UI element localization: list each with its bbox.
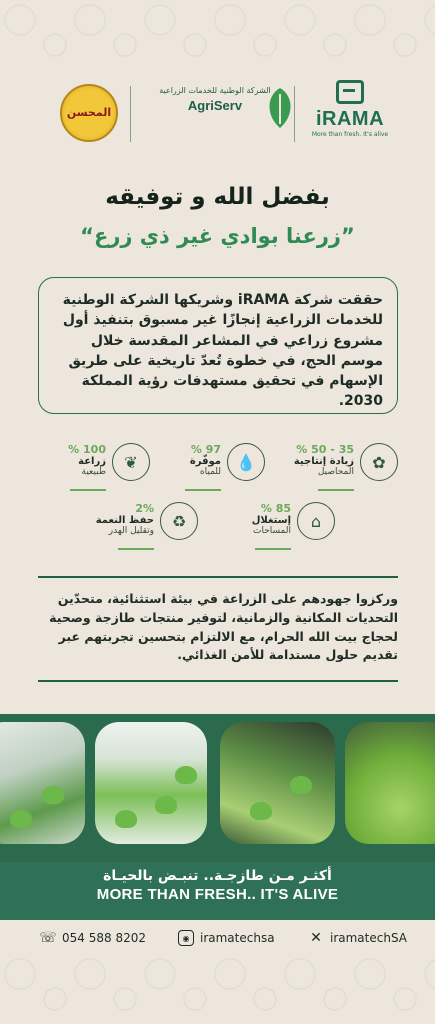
stat-space-usage bbox=[205, 502, 335, 550]
instagram-handle: iramatechsa bbox=[200, 931, 275, 945]
agriserv-logo bbox=[140, 86, 290, 113]
irama-logo bbox=[305, 80, 395, 138]
x-handle: iramatechSA bbox=[330, 931, 408, 945]
agriserv-english-name: AgriServ bbox=[187, 98, 243, 113]
photo-gallery bbox=[0, 714, 435, 862]
mission-paragraph: وركزوا جهودهم على الزراعة في بيئة استثنائية، متحدّين التحديات المكانية والزمانية، لتوفير منتجات طازجة وصحية لحجاج بيت الله الحرام، مع الالتزام بتحسين تجربتهم عبر تقديم حلول مستدامة للأمن الغذائي. bbox=[49, 591, 398, 663]
stat-sublabel: للمياه bbox=[199, 467, 221, 477]
irama-logo-icon bbox=[336, 80, 364, 104]
stat-water-saving bbox=[135, 443, 265, 491]
house-icon: ⌂ bbox=[297, 502, 335, 540]
logo-divider bbox=[130, 86, 131, 142]
decorative-pattern-bottom bbox=[0, 954, 435, 1024]
stat-sublabel: وتقليل الهدر bbox=[108, 526, 154, 536]
almohsen-seal-logo bbox=[60, 84, 118, 142]
stat-sublabel: طبيعية bbox=[81, 467, 106, 477]
slogan-arabic: أكثـر مـن طازجـة.. تنبـض بالحيـاة bbox=[103, 868, 332, 884]
stat-label: حفظ النعمة bbox=[95, 515, 154, 526]
recycle-globe-icon: ♻ bbox=[160, 502, 198, 540]
stat-underline bbox=[185, 489, 221, 491]
slogan-english: MORE THAN FRESH.. IT'S ALIVE bbox=[96, 886, 339, 903]
decorative-pattern-top bbox=[0, 0, 435, 70]
stat-label: موفّرة bbox=[189, 456, 221, 467]
stat-underline bbox=[70, 489, 106, 491]
stat-underline bbox=[318, 489, 354, 491]
stat-value: 35 - 50 % bbox=[296, 443, 354, 456]
agriserv-arabic-name: الشركة الوطنية للخدمات الزراعية bbox=[159, 86, 271, 95]
stat-underline bbox=[118, 548, 154, 550]
partner-logos bbox=[0, 80, 435, 150]
phone-contact[interactable] bbox=[40, 930, 146, 946]
stat-label: إستغلال bbox=[251, 515, 291, 526]
vertical-farm-photo bbox=[220, 722, 335, 844]
greenhouse-lettuce-photo bbox=[345, 722, 435, 844]
section-divider bbox=[38, 576, 398, 578]
seal-text: المحسن bbox=[66, 105, 112, 119]
stat-value: 2% bbox=[135, 502, 154, 515]
irama-name: iRAMA bbox=[315, 108, 385, 130]
instagram-icon: ◉ bbox=[178, 930, 194, 946]
contact-bar bbox=[0, 930, 435, 952]
agriserv-leaf-icon bbox=[264, 86, 296, 130]
x-twitter-icon: ✕ bbox=[310, 930, 322, 946]
slogan-banner bbox=[0, 862, 435, 920]
stat-sublabel: المحاصيل bbox=[317, 467, 354, 477]
hydroponic-photo bbox=[0, 722, 85, 844]
phone-icon: ☏ bbox=[39, 930, 57, 946]
stat-value: 85 % bbox=[260, 502, 291, 515]
headline: بفضل الله و توفيقه bbox=[105, 184, 330, 210]
instagram-contact[interactable] bbox=[178, 930, 275, 946]
stat-label: زيادة إنتاجية bbox=[293, 456, 354, 467]
subheadline-quote: ”زرعنا بوادي غير ذي زرع“ bbox=[80, 224, 355, 248]
leaf-icon: ❦ bbox=[112, 443, 150, 481]
stat-value: 97 % bbox=[190, 443, 221, 456]
intro-text-box: حققت شركة iRAMA وشريكها الشركة الوطنية للخدمات الزراعية إنجازًا غير مسبوق بتنفيذ أول مشروع زراعي في المشاعر المقدسة خلال موسم الحج، في خطوة تُعدّ تاريخية على طريق الإسهام في تحقيق مستهدفات رؤية المملكة 2030. bbox=[38, 277, 398, 414]
section-divider bbox=[38, 680, 398, 682]
irama-tagline: More than fresh. It's alive bbox=[311, 131, 389, 138]
stat-crop-yield bbox=[268, 443, 398, 491]
stat-sublabel: المساحات bbox=[253, 526, 291, 536]
phone-number: 054 588 8202 bbox=[62, 931, 146, 945]
stat-natural-farming bbox=[20, 443, 150, 491]
flower-icon: ✿ bbox=[360, 443, 398, 481]
stat-value: 100 % bbox=[68, 443, 106, 456]
stat-underline bbox=[255, 548, 291, 550]
stat-waste-reduction bbox=[68, 502, 198, 550]
stat-label: زراعة bbox=[78, 456, 106, 467]
x-contact[interactable] bbox=[308, 930, 407, 946]
lettuce-seedling-photo bbox=[95, 722, 207, 844]
water-drops-icon: 💧 bbox=[227, 443, 265, 481]
